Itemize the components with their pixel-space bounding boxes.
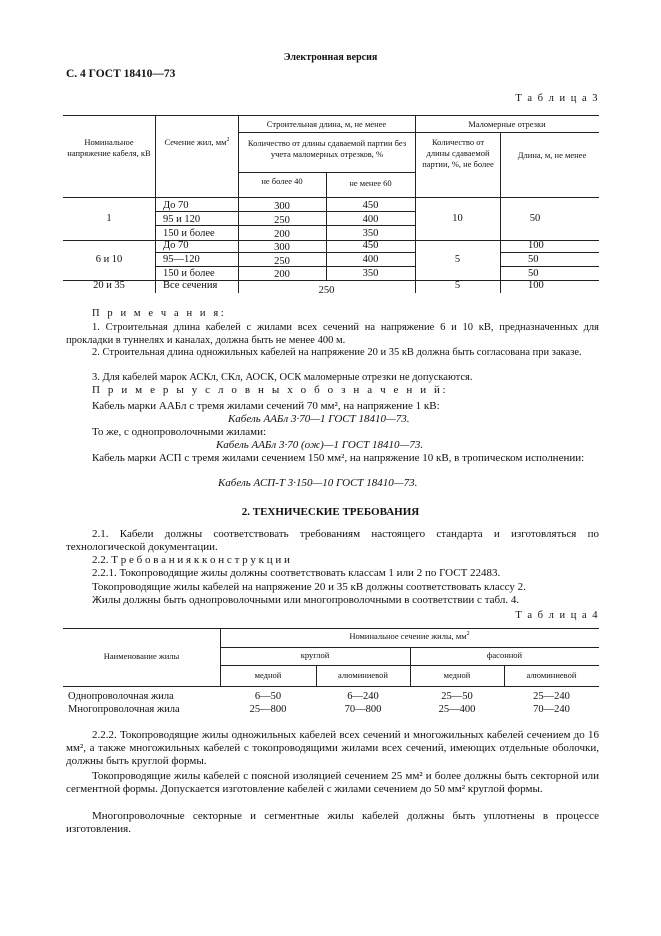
t3-g1-qty: 10 [452,213,463,224]
t4-row-name: Однопроволочная жила [68,691,174,702]
t3-g2-le40: 250 [274,256,290,267]
example-2-text: То же, с однопроволочными жилами: [92,426,267,438]
t3-g2-ge60: 400 [362,254,379,265]
t3-g2-le40: 300 [274,242,290,253]
t3-g3-section: Все сечения [163,280,218,291]
table3-caption: Т а б л и ц а 3 [515,93,599,104]
note-2: 2. Строительная длина одножильных кабелей на напряжение 20 и 35 кВ должна быть согласована при заказе. [92,347,582,358]
t4-row-name: Многопроволочная жила [68,704,180,715]
t3-header-party-length: Количество от длины сдаваемой партии без учета маломерных отрезков, % [247,138,407,159]
t3-g2-voltage: 6 и 10 [95,254,123,265]
para-2-2-2: 2.2.2. Токопроводящие жилы одножильных кабелей всех сечений и многожильных кабелей сечением до 16 мм², а также многожильных кабелей с токопроводящими жилами всех сечений, имеющих отдельные оболочки, должны быть круглой формы. [66,729,599,767]
t3-g1-section: 150 и более [163,228,215,239]
para-2-2-1: 2.2.1. Токопроводящие жилы должны соответствовать классам 1 или 2 по ГОСТ 22483. [92,567,501,579]
para-2-2-1-c: Жилы должны быть однопроволочными или многопроволочными в соответствии с табл. 4. [92,594,520,606]
example-1-designation: Кабель ААБл 3·70—1 ГОСТ 18410—73. [228,413,410,425]
t4-cell: 6—240 [347,691,379,702]
example-2-designation: Кабель ААБл 3·70 (ож)—1 ГОСТ 18410—73. [216,439,424,451]
table4-caption: Т а б л и ц а 4 [515,610,599,621]
note-1: 1. Строительная длина кабелей с жилами всех сечений на напряжение 6 и 10 кВ, предназначенных для прокладки в туннелях и каналах, должна быть не менее 400 м. [66,322,599,346]
t3-g1-ge60: 350 [362,228,379,239]
example-3-text: Кабель марки АСП с тремя жилами сечением 150 мм², на напряжение 10 кВ, в тропическом исполнении: [92,452,585,464]
t3-g1-voltage: 1 [106,213,112,224]
note-3: 3. Для кабелей марок АСКл, СКл, АОСК, ОСК маломерные отрезки не допускаются. [92,372,473,383]
t3-g2-section: 150 и более [163,268,215,279]
page-reference: С. 4 ГОСТ 18410—73 [66,68,176,80]
t3-g1-le40: 300 [274,201,290,212]
t4-header-alu-shaped: алюминиевой [526,670,577,680]
t3-header-short-qty: Количество от длины сдаваемой партии, %, не более [422,137,494,169]
para-2-2-1-b: Токопроводящие жилы кабелей на напряжение 20 и 35 кВ должны соответствовать классу 2. [92,581,526,593]
t3-g2-length: 100 [528,240,544,251]
t4-header-alu-round: алюминиевой [338,670,388,680]
t3-g2-le40: 200 [274,269,290,280]
electronic-version-label: Электронная версия [283,52,378,63]
t3-g1-le40: 250 [274,215,290,226]
t3-header-voltage: Номинальное напряжение кабеля, кВ [67,137,151,158]
t3-g1-ge60: 450 [362,200,379,211]
t4-header-copper-round: медной [254,670,282,680]
t3-g3-voltage: 20 и 35 [93,280,125,291]
t3-header-section: Сечение жил, $мм^2$ [164,137,230,147]
t3-header-ge60: не менее 60 [349,178,392,188]
t4-header-name: Наименование жилы [103,651,180,661]
t3-g1-length: 50 [529,213,541,224]
t4-cell: 25—50 [441,691,473,702]
t3-header-le40: не более 40 [261,176,303,186]
t3-g2-ge60: 450 [362,240,379,251]
para-compaction: Многопроволочные секторные и сегментные жилы кабелей должны быть уплотнены в процессе изготовления. [66,810,599,835]
t3-g2-ge60: 350 [362,268,379,279]
t3-g2-section: До 70 [163,240,189,251]
t4-header-copper-shaped: медной [443,670,471,680]
t3-g2-section: 95—120 [163,254,200,265]
para-sector-cores: Токопроводящие жилы кабелей с поясной изоляцией сечением 25 мм² и более должны быть секторной или сегментной формы. Допускается изготовление кабелей с жилами сечением до 50 мм² круглой формы. [66,770,599,795]
t4-cell: 25—240 [533,691,570,702]
t3-g1-ge60: 400 [362,214,379,225]
t3-g3-qty: 5 [454,280,461,291]
t3-g2-length: 50 [528,254,539,265]
para-2-1: 2.1. Кабели должны соответствовать требованиям настоящего стандарта и изготовляться по технологической документации. [66,528,599,553]
t4-cell: 70—240 [533,704,570,715]
t3-g1-section: До 70 [163,200,189,211]
t3-g2-length: 50 [528,268,539,279]
examples-title: П р и м е р ы у с л о в н ы х о б о з н а ч е н и й: [92,384,449,396]
t4-cell: 25—400 [438,704,476,715]
t4-cell: 25—800 [249,704,287,715]
t3-g2-qty: 5 [454,254,461,265]
t4-cell: 70—800 [344,704,382,715]
t3-g3-short-length: 100 [528,280,544,291]
t3-header-short-pieces: Маломерные отрезки [468,119,546,129]
example-1-text: Кабель марки ААБл с тремя жилами сечений 70 мм², на напряжение 1 кВ: [92,400,440,412]
t4-header-round: круглой [300,650,330,660]
t4-header-shaped: фасонной [486,650,523,660]
t3-header-short-length: Длина, м, не менее [517,150,587,160]
t4-cell: 6—50 [254,691,282,702]
t3-g1-le40: 200 [274,229,290,240]
t4-header-nominal: Номинальное сечение жилы, $мм^2$ [349,631,470,641]
section-2-heading: 2. ТЕХНИЧЕСКИЕ ТРЕБОВАНИЯ [241,506,420,518]
t3-header-build-length: Строительная длина, м, не менее [266,119,387,129]
para-2-2: 2.2. Т р е б о в а н и я к к о н с т р у к ц и и [92,554,290,566]
example-3-designation: Кабель АСП-Т 3·150—10 ГОСТ 18410—73. [218,477,418,489]
t3-g3-length: 250 [318,285,335,296]
t3-g1-section: 95 и 120 [163,214,201,225]
notes-title: П р и м е ч а н и я: [92,308,227,319]
